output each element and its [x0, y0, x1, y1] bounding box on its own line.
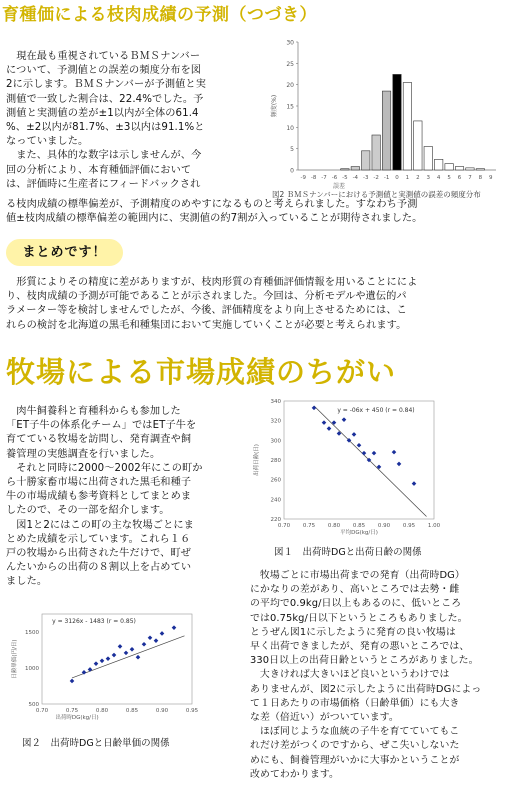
x-tick-label: 0.80 — [95, 708, 109, 714]
fig2-scatter — [8, 608, 208, 724]
data-point — [94, 661, 99, 666]
x-tick-label: 0.95 — [402, 523, 416, 529]
text-line: ほぼ同じような血統の子牛を育てていてもこ — [259, 726, 460, 738]
text-line: なっていました。 — [6, 136, 89, 148]
text-line: また、具体的な数字は示しませんが、今 — [16, 150, 202, 162]
text-line: それと同時に2000～2002年にこの町か — [16, 462, 203, 474]
text-line: 測値で一致した割合は、22.4%でした。予 — [6, 93, 204, 105]
data-point — [172, 625, 177, 630]
fig1-equation: y = -06x + 450 (r = 0.84) — [337, 407, 415, 414]
histogram-bar — [476, 169, 484, 170]
summary-label: まとめです！ — [6, 239, 123, 266]
data-point — [106, 656, 111, 661]
x-tick-label: 0.70 — [277, 523, 291, 529]
histogram-bar — [414, 121, 422, 170]
histogram-caption: 図2 ＢＭＳナンバーにおける予測値と実測値の誤差の頻度分布 — [272, 190, 481, 199]
y-axis-label: 日齢単価(円/日) — [12, 639, 18, 679]
error-histogram — [268, 34, 506, 206]
text-line: 値±枝肉成績の標準偏差の範囲内に、実測値の約7割が入っていることが期待されました。 — [6, 213, 423, 225]
data-point — [352, 432, 357, 437]
y-tick-label: 500 — [28, 702, 39, 708]
text-line: では0.75kg/日以下というところもありました。 — [250, 612, 468, 624]
text-line: れらの検討を北海道の黒毛和種集団において実施していくことが必要と考えられます。 — [6, 319, 407, 331]
x-tick-label: 0 — [395, 175, 399, 181]
text-line: れだけ差がつくのですから、ぜこ失いしないた — [250, 740, 460, 752]
text-line: 牛の市場成績も参考資料としてまとめま — [6, 491, 192, 503]
x-tick-label: 1 — [405, 175, 410, 181]
trend-line — [314, 406, 427, 517]
x-tick-label: 0.80 — [327, 523, 341, 529]
x-tick-label: 0.75 — [302, 523, 316, 529]
text-line: とめた成績を示しています。これら１６ — [6, 533, 191, 545]
histogram-bar — [341, 169, 349, 170]
section2-title: 牧場による市場成績のちがい — [6, 355, 397, 389]
histogram-bar — [455, 167, 463, 170]
x-tick-label: 7 — [468, 175, 472, 181]
text-line: 大きければ大きいほど良いというわけでは — [259, 669, 450, 681]
text-line: にかなりの差があり、高いところでは去勢・雌 — [250, 584, 460, 596]
data-point — [372, 451, 377, 456]
y-tick-label: 1500 — [25, 630, 39, 636]
text-line: 330日以上の出荷日齢というところがありました。 — [250, 655, 479, 667]
x-tick-label: -1 — [383, 175, 390, 181]
data-point — [312, 406, 317, 411]
data-point — [342, 417, 347, 422]
y-tick-label: 300 — [270, 438, 281, 445]
y-tick-label: 340 — [270, 399, 281, 405]
y-tick-label: 1000 — [25, 666, 39, 672]
x-tick-label: 0.90 — [377, 523, 391, 529]
histogram-bar — [466, 168, 474, 170]
histogram-bar — [424, 147, 432, 170]
text-line: は、評価時に生産者にフィードバックされ — [6, 178, 201, 190]
x-tick-label: 0.75 — [65, 708, 79, 714]
x-tick-label: 4 — [436, 175, 441, 181]
data-point — [160, 631, 165, 636]
y-tick-label: 10 — [286, 124, 294, 132]
data-point — [412, 481, 417, 486]
y-tick-label: 20 — [286, 82, 294, 90]
text-line: 2に示します。ＢＭＳナンバーが予測値と実 — [6, 79, 207, 91]
text-line: %、±2以内が81.7%、±3以内は91.1%と — [6, 122, 205, 134]
y-tick-label: 15 — [286, 103, 294, 111]
text-line: について、予測値との誤差の頻度分布を図 — [6, 65, 202, 77]
text-line: 図1と2にはこの町の主な牧場ごとにま — [16, 519, 194, 531]
text-line: 測値と実測値の差が±1以内が全体の61.4 — [6, 107, 199, 119]
text-line: ら十勝家畜市場に出荷された黒毛和種子 — [6, 477, 192, 489]
fig2-equation: y = 3126x - 1483 (r = 0.85) — [52, 618, 136, 625]
x-axis-label: 誤差 — [332, 183, 346, 190]
data-point — [327, 426, 332, 431]
text-line: の平均で0.9kg/日以上もあるのに、低いところ — [250, 598, 462, 610]
y-axis-label: 頻度(%) — [271, 94, 278, 118]
section1-paragraph — [6, 50, 268, 192]
x-tick-label: -2 — [373, 175, 379, 181]
plot-area — [284, 401, 434, 519]
data-point — [362, 451, 367, 456]
y-tick-label: 280 — [270, 458, 281, 464]
text-line: る枝肉成績の標準偏差が、予測精度のめやすになるものと考えられました。すなわち予測 — [6, 199, 418, 210]
text-line: 回の分析により、本育種価評価において — [6, 164, 192, 176]
data-point — [148, 635, 153, 640]
y-tick-label: 5 — [290, 146, 294, 154]
x-tick-label: 6 — [457, 175, 462, 181]
text-line: ありませんが、図2に示したように出荷時DGによっ — [250, 683, 482, 695]
x-tick-label: -8 — [310, 175, 317, 181]
x-tick-label: -7 — [321, 175, 327, 181]
histogram-bar — [372, 135, 380, 170]
data-point — [124, 651, 129, 656]
data-point — [392, 450, 397, 455]
x-tick-label: 0.90 — [155, 708, 169, 714]
text-line: 現在最も重視されているＢＭＳナンバー — [16, 51, 201, 62]
x-tick-label: 1.00 — [427, 523, 441, 529]
text-line: めにも、飼養管理がいかに大事かということが — [250, 754, 460, 766]
text-line: て１日あたりの市場価格（日齢単価）にも大き — [250, 697, 460, 709]
data-point — [397, 462, 402, 467]
histogram-bar — [403, 83, 411, 170]
text-line: 肉牛飼養科と育種科からも参加した — [16, 406, 181, 417]
section1-paragraph-cont — [6, 198, 506, 226]
x-tick-label: -5 — [342, 175, 348, 181]
text-line: 養管理の実態調査を行いました。 — [6, 448, 161, 460]
x-axis-label: 出荷時DG(kg/日) — [55, 715, 99, 721]
y-tick-label: 0 — [290, 167, 294, 175]
y-tick-label: 25 — [286, 60, 294, 68]
histogram-bar — [382, 91, 390, 170]
y-tick-label: 220 — [270, 517, 281, 523]
fig2-caption: 図２ 出荷時DGと日齢単価の関係 — [22, 738, 170, 749]
histogram-bar — [362, 151, 370, 170]
text-line: ラメーター等を検討しませんでしたが、今後、評価精度をより向上させるためには、こ — [6, 305, 407, 317]
y-axis-label: 出荷日齢(日) — [254, 444, 260, 476]
data-point — [70, 679, 75, 684]
data-point — [136, 655, 141, 660]
histogram-bar — [434, 159, 442, 170]
text-line: 早く出荷できましたが、発育の悪いところでは、 — [250, 641, 470, 653]
data-point — [357, 443, 362, 448]
histogram-bar — [445, 164, 453, 170]
section2-left-column — [6, 405, 244, 590]
x-tick-label: -9 — [300, 175, 306, 181]
x-tick-label: 3 — [426, 175, 431, 181]
x-tick-label: -3 — [362, 175, 369, 181]
y-tick-label: 320 — [270, 418, 281, 425]
data-point — [130, 647, 135, 652]
text-line: したので、その一部を紹介します。 — [6, 505, 170, 517]
x-tick-label: 0.95 — [185, 708, 199, 714]
x-tick-label: 8 — [478, 175, 483, 181]
plot-area — [42, 614, 192, 704]
text-line: 「ET子牛の体系化チーム」ではET子牛を — [6, 420, 197, 432]
x-tick-label: 5 — [447, 175, 451, 181]
text-line: 形質によりその精度に差がありますが、枝肉形質の育種価評価情報を用いることにによ — [16, 277, 418, 288]
histogram-bar — [393, 74, 401, 170]
section1-title: 育種価による枝肉成績の予測（つづき） — [2, 5, 317, 25]
data-point — [142, 642, 147, 647]
trend-line — [72, 636, 185, 678]
x-tick-label: 0.85 — [125, 708, 139, 714]
text-line: とうぜん図1に示したように発育の良い牧場は — [250, 626, 456, 638]
data-point — [118, 644, 123, 649]
data-point — [100, 659, 105, 664]
x-tick-label: 2 — [416, 175, 420, 181]
y-tick-label: 30 — [286, 39, 294, 47]
text-line: な差（倍近い）がついています。 — [250, 712, 399, 724]
text-line: 改めてわかります。 — [250, 768, 339, 780]
y-tick-label: 260 — [270, 477, 281, 484]
x-tick-label: 9 — [489, 175, 493, 181]
fig1-scatter — [250, 393, 450, 535]
x-tick-label: 0.85 — [352, 523, 366, 529]
y-tick-label: 240 — [270, 497, 281, 504]
x-axis-label: 平均DG(kg/日) — [340, 530, 378, 535]
text-line: 戸の牧場から出荷された牛だけで、町ぜ — [6, 548, 191, 560]
data-point — [322, 420, 327, 425]
data-point — [112, 653, 117, 658]
text-line: ました。 — [6, 576, 48, 588]
text-line: 育てている牧場を訪問し、発育調査や飼 — [6, 434, 192, 446]
text-line: んたいからの出荷の８割以上を占めてい — [6, 562, 192, 574]
text-line: 牧場ごとに市場出荷までの発育（出荷時DG） — [259, 570, 465, 581]
data-point — [88, 667, 93, 672]
x-tick-label: -4 — [352, 175, 359, 181]
text-line: り、枝肉成績の予測が可能であることが示されました。今回は、分析モデルや遺伝的パ — [6, 291, 407, 303]
section2-right-column — [250, 569, 508, 782]
data-point — [154, 638, 159, 643]
x-tick-label: 0.70 — [35, 708, 49, 714]
x-tick-label: -6 — [331, 175, 338, 181]
summary-paragraph — [6, 276, 506, 333]
histogram-bar — [351, 167, 359, 170]
fig1-caption: 図１ 出荷時DGと出荷日齢の関係 — [274, 547, 422, 558]
